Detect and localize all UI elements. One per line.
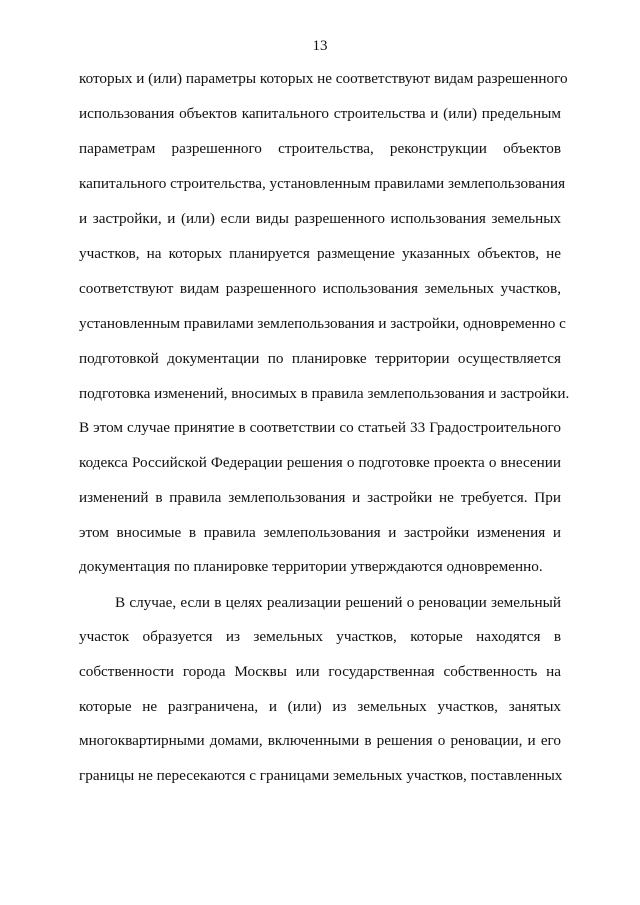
text-line: которых и (или) параметры которых не соответствуют видам разрешенного	[79, 70, 568, 87]
text-line: В этом случае принятие в соответствии со статьей 33 Градостроительного	[79, 419, 561, 436]
text-line: капитального строительства, установленным правилами землепользования	[79, 175, 566, 192]
text-line: соответствуют видам разрешенного использования земельных участков,	[79, 280, 561, 297]
text-line: подготовкой документации по планировке территории осуществляется	[79, 350, 561, 367]
text-line: этом вносимые в правила землепользования и застройки изменения и	[79, 524, 561, 541]
text-line: границы не пересекаются с границами земельных участков, поставленных	[79, 767, 563, 784]
text-line: собственности города Москвы или государственная собственность на	[79, 663, 561, 680]
text-line: участков, на которых планируется размещение указанных объектов, не	[79, 245, 561, 262]
text-line: участок образуется из земельных участков, которые находятся в	[79, 628, 561, 645]
text-line: В случае, если в целях реализации решений о реновации земельный	[115, 594, 561, 611]
text-line: кодекса Российской Федерации решения о подготовке проекта о внесении	[79, 454, 561, 471]
text-line: изменений в правила землепользования и застройки не требуется. При	[79, 489, 561, 506]
text-line: многоквартирными домами, включенными в решения о реновации, и его	[79, 732, 561, 749]
text-line: подготовка изменений, вносимых в правила землепользования и застройки.	[79, 385, 570, 402]
text-line: параметрам разрешенного строительства, реконструкции объектов	[79, 140, 561, 157]
text-line: которые не разграничена, и (или) из земельных участков, занятых	[79, 698, 561, 715]
text-line: документация по планировке территории утверждаются одновременно.	[79, 558, 543, 575]
text-line: установленным правилами землепользования и застройки, одновременно с	[79, 315, 566, 332]
text-line: использования объектов капитального строительства и (или) предельным	[79, 105, 561, 122]
page-number: 13	[312, 38, 328, 54]
text-line: и застройки, и (или) если виды разрешенного использования земельных	[79, 210, 561, 227]
